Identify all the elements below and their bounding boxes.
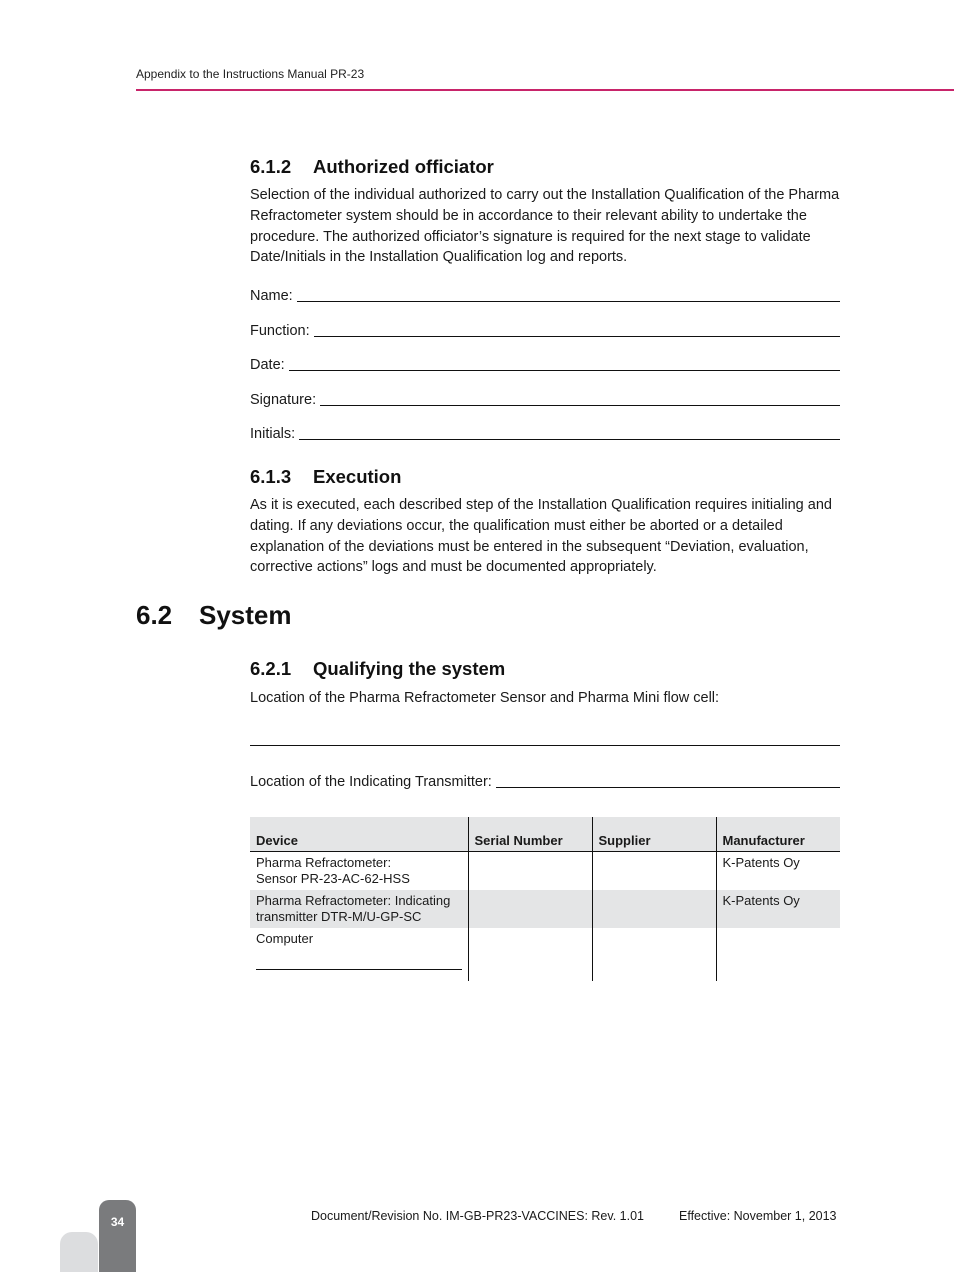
initials-line[interactable]: [299, 438, 840, 440]
serial-cell[interactable]: [468, 928, 592, 981]
heading-6-1-2: [250, 156, 494, 178]
table-row: [250, 928, 840, 981]
header-serial-number: Serial Number: [468, 817, 592, 852]
heading-number: 6.1.2: [250, 156, 292, 177]
heading-title: Authorized officiator: [313, 156, 494, 177]
device-line-2: Sensor PR-23-AC-62-HSS: [256, 870, 410, 886]
heading-6-1-3: [250, 466, 401, 488]
header-device: Device: [250, 817, 468, 852]
heading-6-2-1: [250, 658, 505, 680]
page-tab-light: [60, 1232, 98, 1272]
function-field[interactable]: [250, 319, 840, 339]
doc-revision: Document/Revision No. IM-GB-PR23-VACCINES: Rev. 1.01: [311, 1209, 644, 1223]
date-label: Date:: [250, 357, 285, 373]
date-field[interactable]: [250, 353, 840, 373]
computer-entry-line[interactable]: [256, 969, 462, 970]
heading-title: Execution: [313, 466, 402, 487]
table-header-row: [250, 817, 840, 852]
heading-title: Qualifying the system: [313, 658, 506, 679]
signature-label: Signature:: [250, 392, 317, 408]
page-number: 34: [110, 1215, 125, 1229]
supplier-cell[interactable]: [592, 852, 716, 891]
initials-label: Initials:: [250, 426, 296, 442]
heading-number: 6.2: [136, 600, 173, 630]
name-field[interactable]: [250, 284, 840, 304]
table-row: [250, 890, 840, 928]
transmitter-location-line[interactable]: [496, 786, 840, 788]
header-rule: [136, 89, 954, 91]
device-cell: [250, 928, 468, 981]
manufacturer-cell: K-Patents Oy: [716, 890, 840, 928]
name-line[interactable]: [297, 300, 840, 302]
heading-number: 6.2.1: [250, 658, 292, 679]
signature-line[interactable]: [320, 404, 840, 406]
function-line[interactable]: [314, 335, 840, 337]
serial-cell[interactable]: [468, 890, 592, 928]
heading-number: 6.1.3: [250, 466, 292, 487]
header-supplier: Supplier: [592, 817, 716, 852]
page-number-tab: [99, 1200, 136, 1272]
device-line-1: Pharma Refractometer: Indicating: [256, 893, 451, 908]
device-cell: [250, 890, 468, 928]
device-line-2: transmitter DTR-M/U-GP-SC: [256, 908, 422, 924]
heading-6-2: [136, 600, 292, 631]
table-row: [250, 852, 840, 891]
function-label: Function:: [250, 323, 310, 339]
manufacturer-cell: K-Patents Oy: [716, 852, 840, 891]
paragraph-authorized-officiator: Selection of the individual authorized to carry out the Installation Qualification of the Pharma Refractometer system should be in accordance to their relevant ability to undertake the procedure. The authorized officiator’s signature is required for the next stage to validate Date/Initials in the Installation Qualification log and reports.: [250, 187, 840, 266]
signature-field[interactable]: [250, 388, 840, 408]
heading-title: System: [199, 600, 292, 630]
transmitter-location-field[interactable]: [250, 770, 840, 790]
transmitter-location-label: Location of the Indicating Transmitter:: [250, 774, 492, 790]
name-label: Name:: [250, 288, 293, 304]
supplier-cell[interactable]: [592, 890, 716, 928]
sensor-location-line[interactable]: [250, 745, 840, 746]
device-table: [250, 817, 840, 981]
device-cell: [250, 852, 468, 891]
serial-cell[interactable]: [468, 852, 592, 891]
device-line-1: Computer: [256, 931, 314, 946]
paragraph-sensor-location: Location of the Pharma Refractometer Sensor and Pharma Mini flow cell:: [250, 690, 720, 706]
date-line[interactable]: [289, 369, 840, 371]
effective-date: Effective: November 1, 2013: [679, 1209, 837, 1223]
initials-field[interactable]: [250, 422, 840, 442]
running-header: Appendix to the Instructions Manual PR-23: [136, 67, 365, 81]
manufacturer-cell[interactable]: [716, 928, 840, 981]
header-manufacturer: Manufacturer: [716, 817, 840, 852]
paragraph-execution: As it is executed, each described step of the Installation Qualification requires initialing and dating. If any deviations occur, the qualification must either be aborted or a detailed explanation of the deviations must be entered in the subsequent “Deviation, evaluation, corrective actions” logs and must be documented appropriately.: [250, 497, 832, 576]
device-line-1: Pharma Refractometer:: [256, 855, 392, 870]
supplier-cell[interactable]: [592, 928, 716, 981]
